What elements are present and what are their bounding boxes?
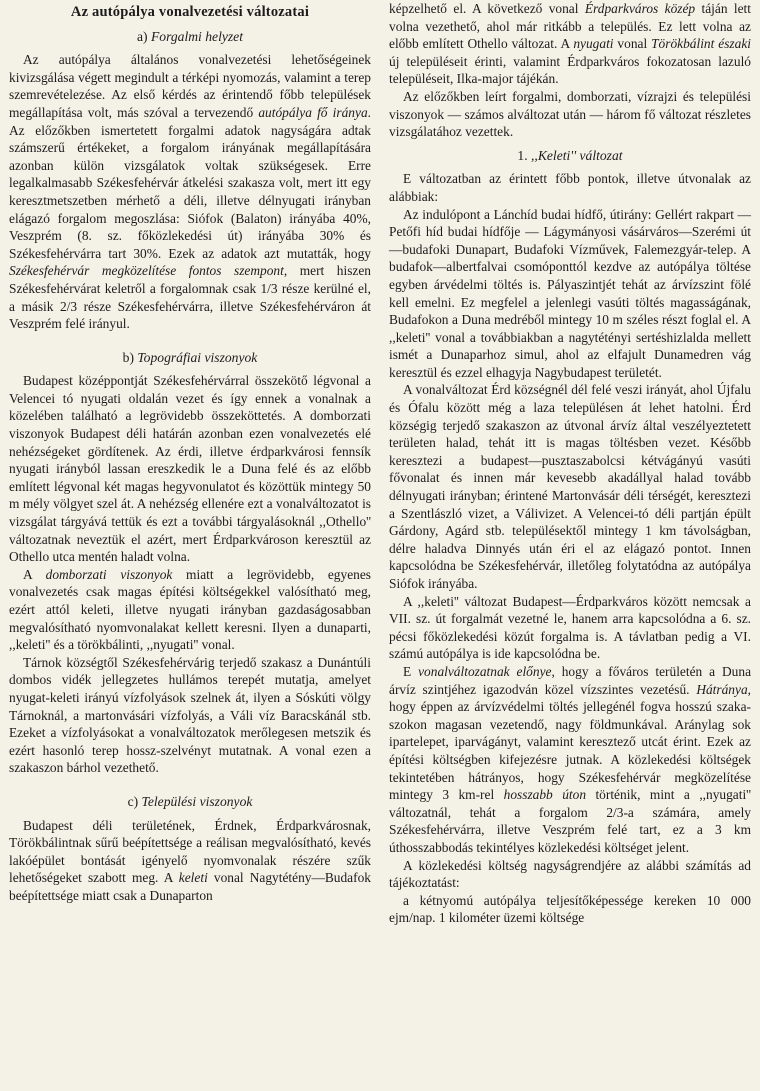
section-1-paragraph-2: Az indulópont a Lánchíd budai hídfő, útirány: Gellért rakpart — Petőfi híd budai hídfője — Lágymányosi vásárváros—Szerémi út—budafoki Dunapart, Budafoki Vízművek, Falemezgyár-telep. A budafok—albertfalvai csomóponttól kezdve az autópálya töltése egyben árvédelmi töltés is. Pályaszintjét tehát az árvízszint fölé kell emelni. Ez megfelel a jelenlegi vasúti töltés magasságának, Budafokon a Duna medréből mintegy 10 m széles részt foglal el. A ,,keleti'' vonal a továbbiakban a nagytétényi sertéshizlalda mellett ismét a Dunaparhoz simul, ahol az elfajult Dunamedren vág keresztül és ezzel elhagyja Nagybudapest területét. [389, 206, 751, 380]
section-1-title: ,,Keleti'' változat [531, 147, 623, 163]
text-run: képzelhető el. A következő vonal [389, 1, 585, 16]
emphasis-run: vonalváltozatnak előnye [418, 663, 552, 679]
summary-paragraph: Az előzőkben leírt forgalmi, domborzati, vízrajzi és települési viszonyok — számos alváltozat után — három fő változat részletes vizsgálatához vezettek. [389, 88, 751, 140]
section-b-paragraph-2 [9, 566, 371, 654]
text-run: táján lett volna vezethető, ahol már ritkább a település. Ez lett volna az előbb említett Othello változat. A [389, 1, 752, 52]
text-run: történik, mint a ,,nyugati'' változatnál, tehát a forgalom 2/3-a számára, amely Székesfehérvárra, illetve Veszprém felé tart, ez a 3 km úthosszabbodás tekintélyes közlekedési költséget jelent. [389, 787, 751, 855]
section-1-paragraph-7: a kétnyomú autópálya teljesítőképessége kereken 10 000 ejm/nap. 1 kilométer üzemi költsége [389, 892, 751, 926]
text-run: új településeit érinti, valamint Érdparkváros fokozatosan lazuló településeit, Ilka-major tájékán. [389, 53, 751, 87]
section-b-title: Topográfiai viszonyok [137, 349, 258, 365]
section-b-paragraph-1: Budapest középpontját Székesfehérvárral összekötő légvonal a Velencei tó nyugati oldalán vezet és így ennek a vonalnak a közelében található a legrövidebb összeköttetés. A domborzati viszonyok Budapest déli határán azonban ezen vonalvezetés elé nehézségeket gördítenek. Az érdi, illetve érdparkvárosi fennsík nyugati irányból lassan ereszkedik le a Duna felé és az előbb említett légvonal két magas hegyvonulatot és közöttük mintegy 50 m mély völgyet szel át. A nehézség ellenére ezt a vonalváltozatot is vizsgálat tárgyává tettük és ezt a további tárgyalásoknál ,,Othello'' változatnak neveztük el azért, mert Érdparkvároson keresztül az Othello utca mentén haladt volna. [9, 373, 371, 565]
emphasis-run: Hátránya [696, 681, 748, 697]
section-1-paragraph-4: A ,,keleti'' változat Budapest—Érdparkváros között nemcsak a VII. sz. út forgalmát vezetné le, hanem arra kapcsolódna a 6. sz. pécsi főközlekedési közút forgalma is. A távlatban pedig a VI. számú autópálya is ide kapcsolódna be. [389, 593, 751, 662]
section-1-paragraph-1: E változatban az érintett főbb pontok, illetve útvonalak az alábbiak: [389, 171, 751, 204]
section-1-number: 1. [517, 147, 528, 163]
section-c-title: Települési viszonyok [141, 793, 253, 809]
text-run: , hogy éppen az árvízvédelmi töltés jellegénél fogva hosszú szakaszokon magasan vezetendő, nagy földmunkával. Aránylag sok ipartelepet, iparvágányt, valamint keresztező utcát érint. Ezek az építési költségben kifejezésre jutnak. A közlekedési költségek tekintetében hátrányos, hogy Székesfehérvár megközelítése mintegy 3 km-rel [389, 681, 751, 803]
section-1-paragraph-5 [389, 663, 751, 857]
continuation-paragraph [389, 0, 751, 88]
section-a-heading [9, 28, 371, 46]
section-a-title: Forgalmi helyzet [150, 28, 243, 44]
text-run: Az autópálya általános vonalvezetési lehetőségeinek kivizsgálása végett megindult a térképi nyomozás, valamint a terep szemrevételezése. Az első kérdés az érintendő főbb települések megállapítása volt, más szóval a tervezendő [9, 52, 371, 120]
text-run: A [23, 566, 46, 582]
article-title: Az autópálya vonalvezetési változatai [70, 4, 310, 20]
emphasis-run: nyugati [573, 36, 614, 52]
text-run: miatt a legrövidebb, egyenes vonalvezetés csak magas építési költségekkel valósítható meg, ezért attól keleti, illetve nyugati irányban gazdaságosabban megvalósítható nyomvonalakat kellett keresni. Ilyen a dunaparti, ,,keleti'' és a törökbálinti, ,,nyugati'' vonal. [9, 566, 371, 653]
emphasis-run: hosszabb úton [503, 787, 587, 803]
section-1-heading [389, 147, 751, 165]
text-run: vonal [613, 36, 652, 52]
emphasis-run: Székesfehérvár megközelítése fontos szempont [9, 263, 284, 279]
section-b-letter: b) [122, 349, 134, 365]
emphasis-run: domborzati viszonyok [45, 566, 173, 582]
emphasis-run: keleti [178, 870, 208, 886]
text-run: , hogy a főváros területén a Duna árvíz szintjéhez igazodván közel vízszintes vezetésű. [389, 663, 752, 697]
emphasis-run: Érdparkváros közép [584, 1, 696, 16]
text-run: vonal Nagytétény—Budafok beépítettsége miatt csak a Dunaparton [9, 870, 371, 903]
text-run: Budapest déli területének, Érdnek, Érdparkvárosnak, Törökbálintnak sűrű beépítettsége a reálisan megvalósítható, kevés lakóépület bontását igényelő nyomvonalak részére szűk lehetőségeket szabott meg. A [9, 817, 371, 886]
text-run: , mert hiszen Székesfehérvárat keletről a forgalomnak csak 1/3 része kerülné el, a másik 2/3 része Székesfehérvárra, illetve Székesfehérváron át Veszprém felé irányul. [9, 263, 371, 332]
section-a-letter: a) [137, 28, 148, 44]
section-a-paragraph [9, 51, 371, 333]
emphasis-run: autópálya fő iránya [258, 104, 368, 120]
section-1-paragraph-3: A vonalváltozat Érd községnél dél felé veszi irányát, ahol Újfalu és Ófalu között még a laza településen át lehet hatolni. Érd községig terjedő szakaszon az útvonal árvíz által veszélyeztetett területen halad, tehát itt is magas töltésben vezet. Később keresztezi a budapest—pusztaszabolcsi kétvágányú vasúti fővonalat és innen már kevesebb akadállyal halad tovább délnyugati irányban; érintené Martonvásár déli térségét, keresztezi a Szentlászló vizet, a Válivizet. A Velencei-tó déli partján épült Gárdony, Agárd stb. településektől mintegy 1 km távolságban, délre haladva Dinnyés után éri el az elágazó pontot. Innen kapcsolódna be Székesfehérvár, illetőleg folytatódna az autópálya Siófok irányába. [389, 382, 751, 591]
section-c-paragraph [9, 817, 371, 905]
text-run: E [403, 663, 419, 679]
section-c-letter: c) [127, 793, 139, 809]
right-column [389, 0, 751, 927]
emphasis-run: Törökbálint északi [651, 36, 751, 52]
section-1-paragraph-6: A közlekedési költség nagyságrendjére az alábbi számítás ad tájékoztatást: [389, 857, 751, 891]
text-run: . Az előzőkben ismertetett forgalmi adatok nagyságára adtak számszerű értékeket, a forgalom irányának megállapítására azonban külön vizsgálatok voltak szükségesek. Erre legalkalmasabb Székesfehérvár átkelési szakasza volt, mert itt egy keresztmetszetben mérhető a déli, illetve délnyugati irányban elágazó forgalom megoszlása: Siófok (Balaton) irányába 40%, Veszprém (8. sz. főközlekedési út) irányába 30% és Székesfehérvárra tart 30%. Ezek az adatok azt mutatták, hogy [9, 104, 371, 261]
section-b-heading [9, 349, 371, 367]
left-column [9, 0, 371, 905]
section-b-paragraph-3: Tárnok községtől Székesfehérvárig terjedő szakasz a Dunántúli dombos vidék jellegzetes hullámos terepét mutatja, amelyet nyugat-keleti irányú vízfolyások szelnek át, ilyen a Sóskúti völgy Tárnoknál, a martonvásári vízfolyás, a Váli víz Baracskánál stb. Ezeket a vízfolyásokat a vonalváltozatok merőlegesen metszik és ezért hasonló terep hossz-szelvényt mutatnak. A vonal ezen a szakaszon bárhol vezethető. [9, 654, 371, 776]
section-c-heading [9, 793, 371, 811]
